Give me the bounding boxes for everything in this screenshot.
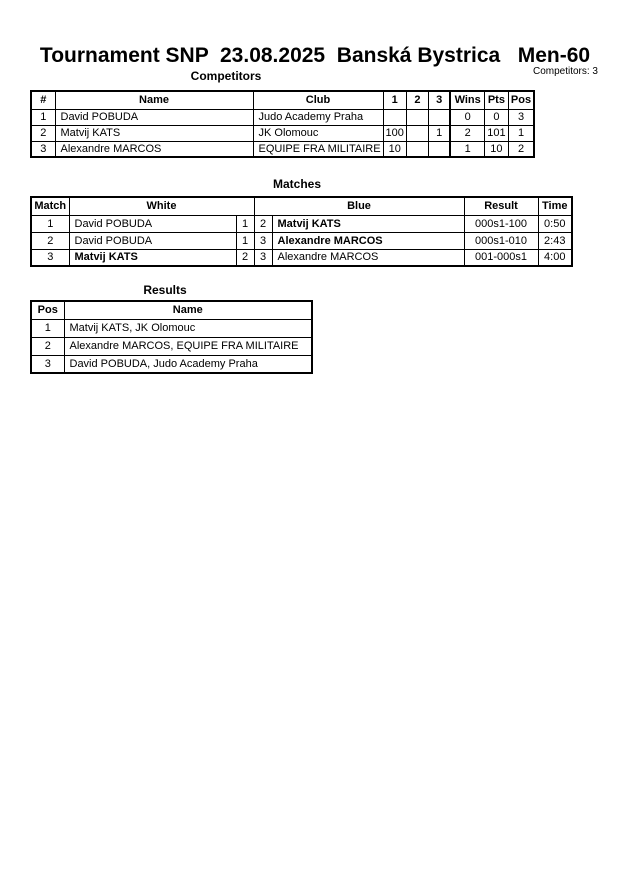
page-title: Tournament SNP 23.08.2025 Banská Bystrica Men-60 bbox=[39, 44, 591, 67]
competitor-pts: 0 bbox=[484, 109, 508, 125]
competitor-row bbox=[31, 125, 534, 141]
col-header-time: Time bbox=[538, 197, 572, 215]
competitor-result-3 bbox=[428, 141, 450, 157]
competitor-row bbox=[31, 109, 534, 125]
competitor-result-2 bbox=[406, 109, 428, 125]
match-result: 000s1-100 bbox=[464, 215, 538, 232]
match-number: 3 bbox=[31, 249, 69, 266]
col-header-pts: Pts bbox=[484, 91, 508, 109]
col-header-wins: Wins bbox=[450, 91, 484, 109]
competitors-heading: Competitors bbox=[190, 69, 262, 83]
matches-header-row bbox=[31, 197, 572, 215]
match-result: 000s1-010 bbox=[464, 232, 538, 249]
match-time: 4:00 bbox=[538, 249, 572, 266]
competitor-name: David POBUDA bbox=[55, 109, 253, 125]
matches-heading: Matches bbox=[272, 177, 322, 191]
result-pos: 1 bbox=[31, 319, 64, 337]
results-header-row bbox=[31, 301, 312, 319]
matches-table bbox=[30, 196, 573, 267]
col-header-blue: Blue bbox=[254, 197, 464, 215]
competitor-wins: 0 bbox=[450, 109, 484, 125]
competitor-club: JK Olomouc bbox=[253, 125, 383, 141]
competitor-number: 1 bbox=[31, 109, 55, 125]
competitor-name: Matvij KATS bbox=[55, 125, 253, 141]
match-white-name: David POBUDA bbox=[69, 215, 236, 232]
match-time: 0:50 bbox=[538, 215, 572, 232]
competitor-number: 2 bbox=[31, 125, 55, 141]
col-header-pos: Pos bbox=[31, 301, 64, 319]
competitor-result-2 bbox=[406, 125, 428, 141]
col-header-pos: Pos bbox=[508, 91, 534, 109]
competitors-header-row bbox=[31, 91, 534, 109]
competitor-result-1: 10 bbox=[383, 141, 406, 157]
result-name: Matvij KATS, JK Olomouc bbox=[64, 319, 312, 337]
result-pos: 3 bbox=[31, 355, 64, 373]
competitor-result-2 bbox=[406, 141, 428, 157]
competitor-pos: 1 bbox=[508, 125, 534, 141]
col-header-opp3: 3 bbox=[428, 91, 450, 109]
competitor-pts: 10 bbox=[484, 141, 508, 157]
result-pos: 2 bbox=[31, 337, 64, 355]
result-row bbox=[31, 355, 312, 373]
col-header-number: # bbox=[31, 91, 55, 109]
match-number: 2 bbox=[31, 232, 69, 249]
col-header-name: Name bbox=[64, 301, 312, 319]
col-header-opp2: 2 bbox=[406, 91, 428, 109]
competitor-pos: 2 bbox=[508, 141, 534, 157]
col-header-opp1: 1 bbox=[383, 91, 406, 109]
result-name: David POBUDA, Judo Academy Praha bbox=[64, 355, 312, 373]
competitor-pos: 3 bbox=[508, 109, 534, 125]
match-white-name: David POBUDA bbox=[69, 232, 236, 249]
col-header-match: Match bbox=[31, 197, 69, 215]
col-header-club: Club bbox=[253, 91, 383, 109]
match-row bbox=[31, 232, 572, 249]
competitor-result-3 bbox=[428, 109, 450, 125]
col-header-result: Result bbox=[464, 197, 538, 215]
match-blue-name: Alexandre MARCOS bbox=[272, 249, 464, 266]
competitor-result-1: 100 bbox=[383, 125, 406, 141]
match-blue-name: Alexandre MARCOS bbox=[272, 232, 464, 249]
match-white-name: Matvij KATS bbox=[69, 249, 236, 266]
match-result: 001-000s1 bbox=[464, 249, 538, 266]
results-heading: Results bbox=[143, 283, 187, 297]
competitor-row bbox=[31, 141, 534, 157]
competitor-number: 3 bbox=[31, 141, 55, 157]
competitor-result-3: 1 bbox=[428, 125, 450, 141]
result-row bbox=[31, 319, 312, 337]
match-row bbox=[31, 215, 572, 232]
match-row bbox=[31, 249, 572, 266]
competitors-count-label: Competitors: 3 bbox=[532, 66, 598, 77]
match-time: 2:43 bbox=[538, 232, 572, 249]
competitor-name: Alexandre MARCOS bbox=[55, 141, 253, 157]
col-header-name: Name bbox=[55, 91, 253, 109]
competitor-club: Judo Academy Praha bbox=[253, 109, 383, 125]
match-blue-name: Matvij KATS bbox=[272, 215, 464, 232]
competitor-pts: 101 bbox=[484, 125, 508, 141]
match-white-seed: 2 bbox=[236, 249, 254, 266]
match-blue-seed: 3 bbox=[254, 232, 272, 249]
match-white-seed: 1 bbox=[236, 215, 254, 232]
competitor-wins: 1 bbox=[450, 141, 484, 157]
competitors-table bbox=[30, 90, 535, 158]
competitor-club: EQUIPE FRA MILITAIRE bbox=[253, 141, 383, 157]
result-row bbox=[31, 337, 312, 355]
match-blue-seed: 3 bbox=[254, 249, 272, 266]
match-blue-seed: 2 bbox=[254, 215, 272, 232]
results-table bbox=[30, 300, 313, 374]
competitor-result-1 bbox=[383, 109, 406, 125]
match-white-seed: 1 bbox=[236, 232, 254, 249]
competitor-wins: 2 bbox=[450, 125, 484, 141]
col-header-white: White bbox=[69, 197, 254, 215]
result-name: Alexandre MARCOS, EQUIPE FRA MILITAIRE bbox=[64, 337, 312, 355]
match-number: 1 bbox=[31, 215, 69, 232]
